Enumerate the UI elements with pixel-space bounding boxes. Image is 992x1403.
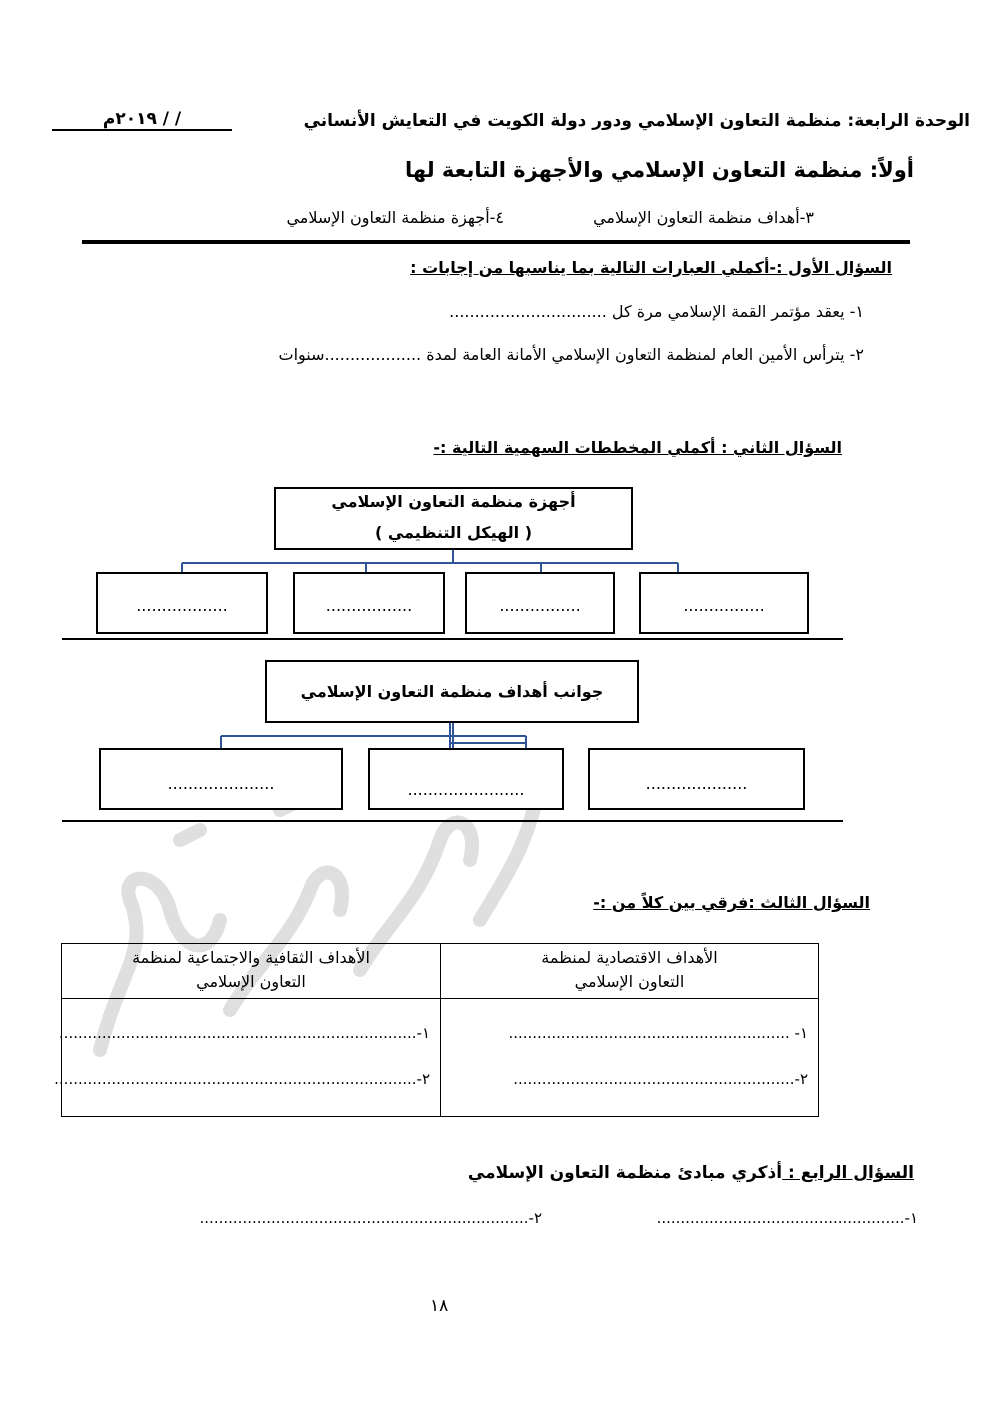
blank-dots: .................... [645, 774, 748, 793]
blank-dots: ................ [683, 596, 765, 615]
diagram2-blank-1[interactable] [588, 748, 805, 810]
blank-dots: ..................... [167, 774, 275, 793]
comparison-table [54, 943, 819, 1117]
q1-item-2: ٢- يترأس الأمين العام لمنظمة التعاون الإسلامي الأمانة العامة لمدة ...................سنوات [278, 345, 864, 364]
diagram1-blank-4[interactable] [96, 572, 268, 634]
blank-dots: ................ [499, 596, 581, 615]
q1-item-1: ١- يعقد مؤتمر القمة الإسلامي مرة كل ............................... [449, 302, 864, 321]
diagram1-title-line1: أجهزة منظمة التعاون الإسلامي [331, 492, 576, 511]
cultural-answer-1[interactable]: ١-........................................................................... [58, 1024, 430, 1042]
diagram2-baseline [62, 820, 843, 822]
subtopic-goals: ٣-أهداف منظمة التعاون الإسلامي [593, 208, 814, 227]
section-title: أولاً: منظمة التعاون الإسلامي والأجهزة التابعة لها [404, 158, 914, 182]
diagram1-blank-3[interactable] [293, 572, 445, 634]
subtopic-bodies: ٤-أجهزة منظمة التعاون الإسلامي [286, 208, 504, 227]
q4-title-rest: أذكري مبادئ منظمة التعاون الإسلامي [467, 1163, 783, 1183]
diagram1-blank-2[interactable] [465, 572, 615, 634]
q4-title-prefix: السؤال الرابع : [782, 1163, 914, 1183]
diagram1-title-line2: ( الهيكل التنظيمي ) [374, 523, 533, 542]
diagram1-baseline [62, 638, 843, 640]
q3-title: السؤال الثالث :فرقي بين كلاً من :- [593, 893, 870, 912]
q1-title: السؤال الأول :-أكملي العبارات التالية بما يناسبها من إجابات : [410, 258, 892, 277]
diagram2-title: جوانب أهداف منظمة التعاون الإسلامي [300, 682, 604, 701]
blank-dots: ................. [325, 596, 413, 615]
blank-dots: .................. [136, 596, 228, 615]
date-field: / / ٢٠١٩م [52, 109, 232, 131]
q2-title: السؤال الثاني : أكملي المخططات السهمية التالية :- [433, 438, 842, 457]
blank-dots: ....................... [407, 780, 525, 799]
economic-answer-1[interactable]: ١- ........................................................... [508, 1024, 808, 1042]
diagram2-blank-2[interactable] [368, 748, 564, 810]
diagram2-root-box [265, 660, 639, 723]
page-number: ١٨ [430, 1296, 449, 1316]
q4-answer-1[interactable]: ١-.................................................... [656, 1209, 918, 1227]
table-header-economic: الأهداف الاقتصادية لمنظمة التعاون الإسلامي [541, 948, 718, 991]
table-header-cultural: الأهداف الثقافية والاجتماعية لمنظمة التعاون الإسلامي [132, 948, 370, 991]
unit-heading: الوحدة الرابعة: منظمة التعاون الإسلامي ودور دولة الكويت في التعايش الأنساني [303, 111, 970, 131]
diagram1-root-box [274, 487, 633, 550]
economic-answer-2[interactable]: ٢-........................................................... [513, 1070, 808, 1088]
diagram1-blank-1[interactable] [639, 572, 809, 634]
table-row-divider [62, 998, 818, 999]
cultural-answer-2[interactable]: ٢-............................................................................ [54, 1070, 430, 1088]
diagram2-blank-3[interactable] [99, 748, 343, 810]
q4-title [468, 1163, 914, 1183]
q4-answer-2[interactable]: ٢-..................................................................... [199, 1209, 542, 1227]
